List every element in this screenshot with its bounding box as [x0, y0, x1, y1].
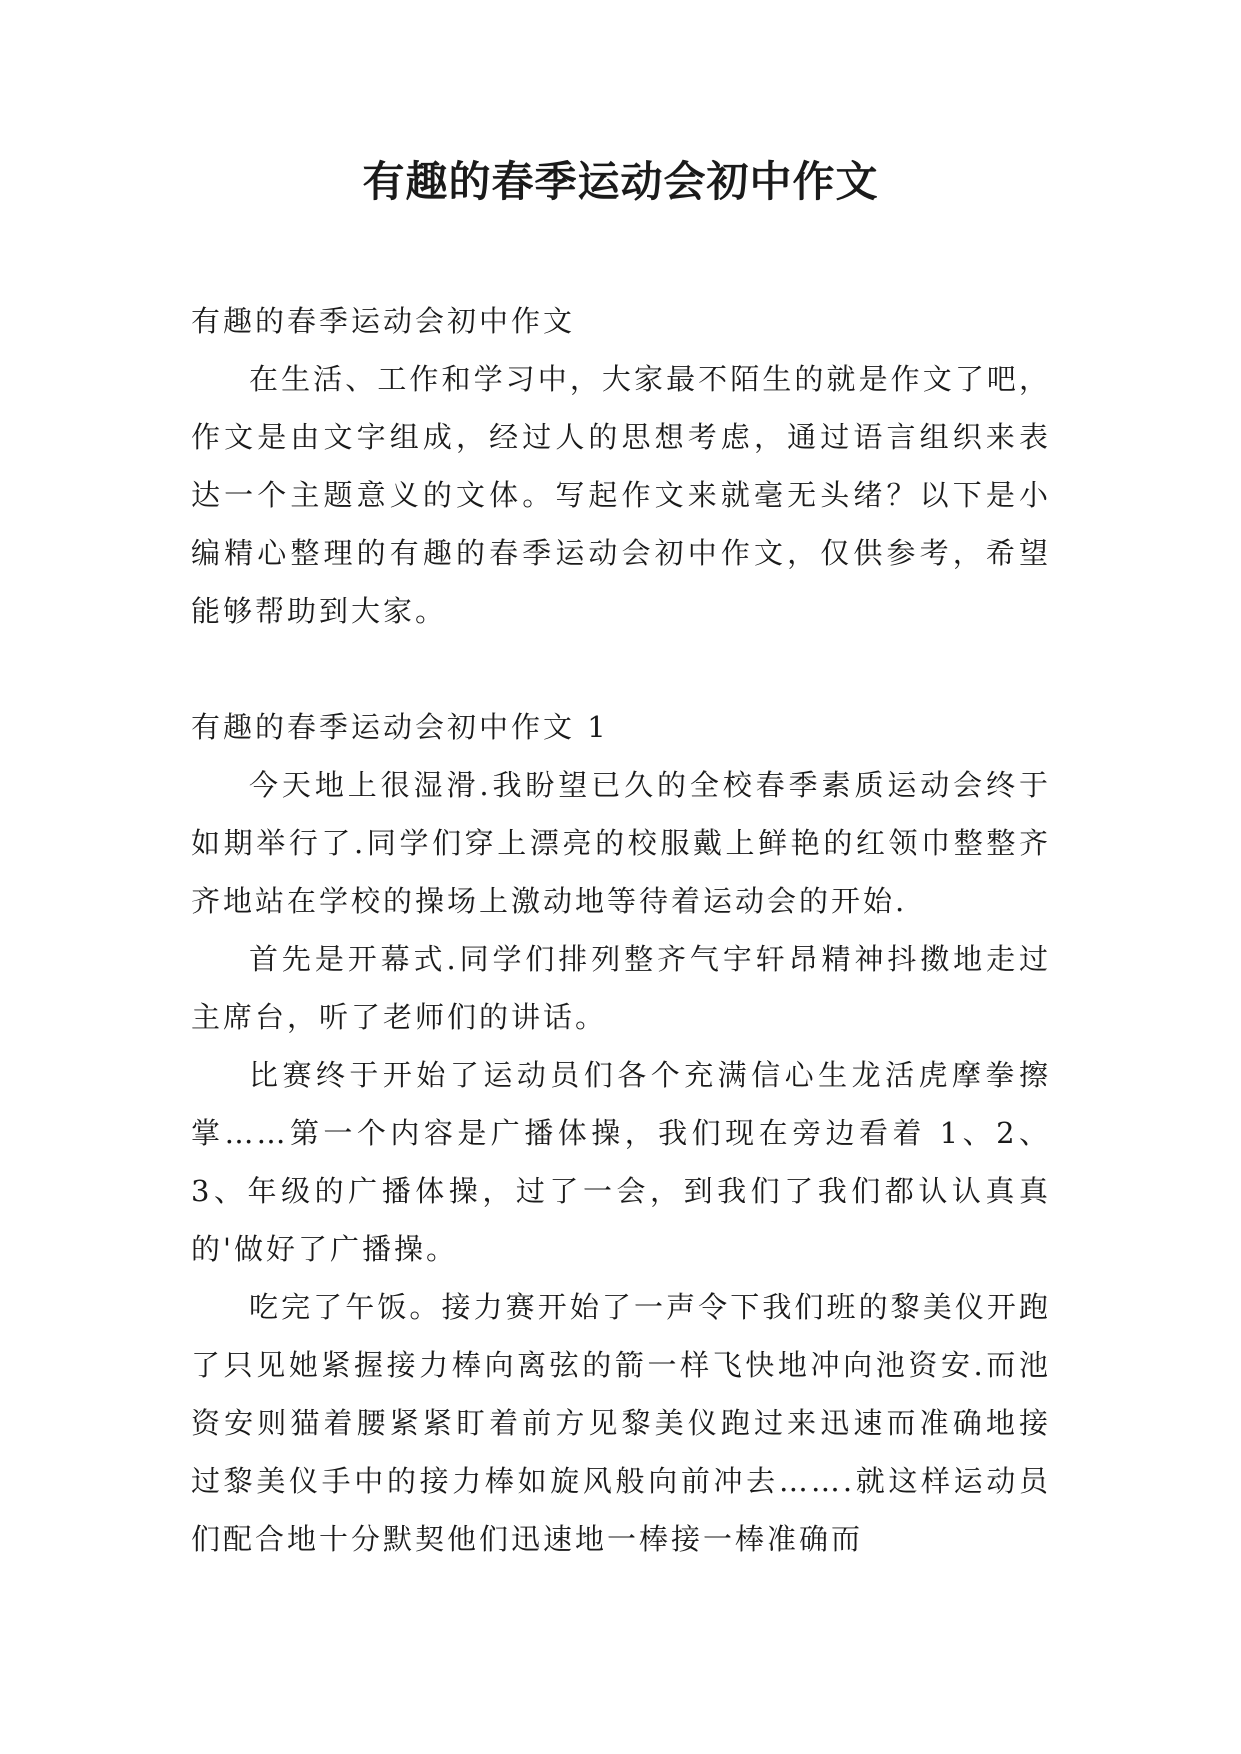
essay-1-paragraph-2: 首先是开幕式.同学们排列整齐气宇轩昂精神抖擞地走过主席台，听了老师们的讲话。: [191, 942, 1051, 1034]
essay-1-paragraph-3: 比赛终于开始了运动员们各个充满信心生龙活虎摩拳擦掌……第一个内容是广播体操，我们现在旁边看着 1、2、3、年级的广播体操，过了一会，到我们了我们都认认真真的'做好了广播操。: [191, 1058, 1051, 1266]
intro-paragraph: 在生活、工作和学习中，大家最不陌生的就是作文了吧，作文是由文字组成，经过人的思想考虑，通过语言组织来表达一个主题意义的文体。写起作文来就毫无头绪？以下是小编精心整理的有趣的春季运动会初中作文，仅供参考，希望能够帮助到大家。: [191, 362, 1051, 628]
essay-1-paragraph-1: 今天地上很湿滑.我盼望已久的全校春季素质运动会终于如期举行了.同学们穿上漂亮的校服戴上鲜艳的红领巾整整齐齐地站在学校的操场上激动地等待着运动会的开始.: [191, 768, 1051, 918]
essay-1-heading: 有趣的春季运动会初中作文 1: [191, 710, 609, 744]
document-title: 有趣的春季运动会初中作文: [362, 157, 879, 206]
essay-1-paragraph-4: 吃完了午饭。接力赛开始了一声令下我们班的黎美仪开跑了只见她紧握接力棒向离弦的箭一样飞快地冲向池资安.而池资安则猫着腰紧紧盯着前方见黎美仪跑过来迅速而准确地接过黎美仪手中的接力棒如旋风般向前冲去…….就这样运动员们配合地十分默契他们迅速地一棒接一棒准确而: [191, 1290, 1051, 1556]
intro-heading: 有趣的春季运动会初中作文: [191, 304, 576, 338]
document-body: [191, 292, 1051, 1568]
section-spacer: [191, 640, 1051, 698]
